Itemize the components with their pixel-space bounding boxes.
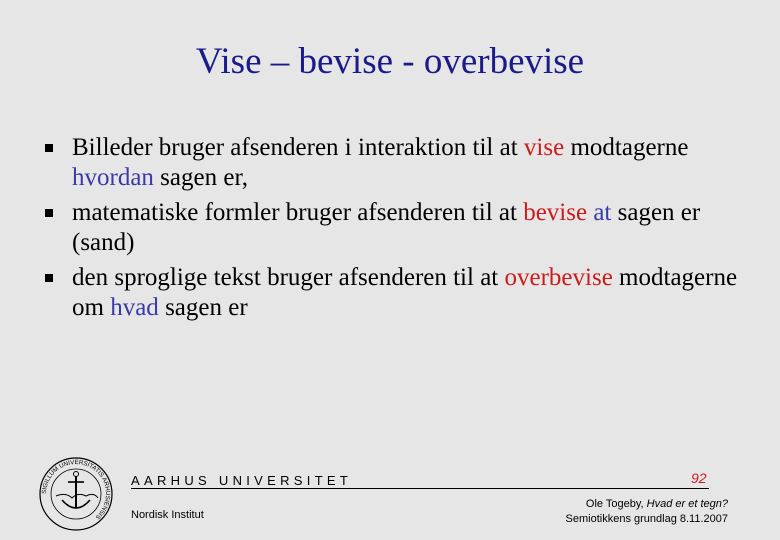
slide-title: Vise – bevise - overbevise: [195, 41, 585, 82]
bullet-segment: Billeder bruger afsenderen i interaktion til at: [72, 134, 524, 161]
bullet-item: [42, 263, 742, 323]
university-name: AARHUS UNIVERSITET: [131, 473, 353, 488]
square-bullet-icon: [45, 274, 53, 282]
bullet-segment: matematiske formler bruger afsenderen til at: [72, 199, 524, 226]
bullet-item: [42, 133, 742, 193]
footer-citation: [566, 497, 728, 527]
square-bullet-icon: [45, 209, 53, 217]
emphasis-word: at: [593, 199, 612, 226]
emphasis-word: overbevise: [504, 264, 613, 291]
bullet-segment: den sproglige tekst bruger afsenderen til at: [72, 264, 505, 291]
emphasis-word: hvordan: [72, 164, 154, 191]
emphasis-word: hvad: [110, 294, 159, 321]
bullet-segment: sagen er,: [153, 164, 249, 191]
bullet-text: [72, 199, 700, 256]
emphasis-word: bevise: [523, 199, 588, 226]
bullet-segment: modtagerne: [564, 134, 689, 161]
citation-title: Hvad er et tegn?: [646, 498, 728, 510]
citation-author: Ole Togeby,: [585, 498, 647, 510]
bullet-list: [42, 133, 742, 328]
university-seal-logo: [38, 456, 114, 532]
page-number: 92: [691, 470, 707, 486]
bullet-text: [72, 264, 737, 321]
citation-line-1: [566, 497, 728, 512]
square-bullet-icon: [45, 144, 53, 152]
institute-name: Nordisk Institut: [131, 509, 204, 521]
seal-text: SIGILLUM UNIVERSITATIS ARHUSIENSIS: [40, 458, 112, 521]
bullet-segment: modtagerne om: [72, 264, 738, 321]
footer-divider: [131, 488, 709, 489]
bullet-item: [42, 198, 742, 258]
citation-event: Semiotikkens grundlag 8.11.2007: [565, 513, 728, 525]
bullet-segment: sagen er (sand): [72, 199, 701, 256]
bullet-segment: sagen er: [158, 294, 248, 321]
bullet-text: [72, 134, 688, 191]
emphasis-word: vise: [523, 134, 565, 161]
